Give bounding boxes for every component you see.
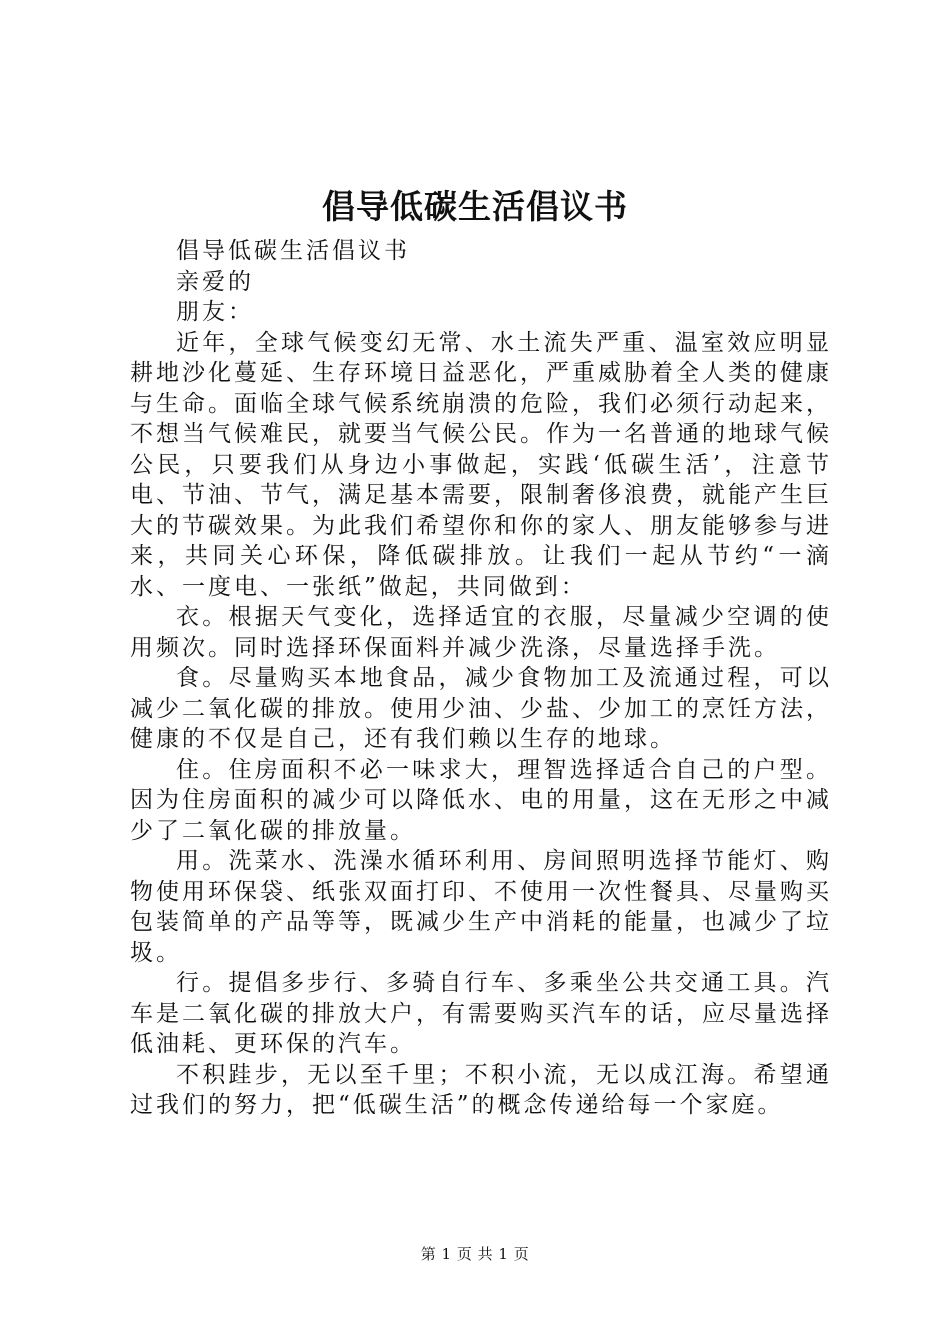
paragraph-salutation-1: 亲爱的 <box>176 268 254 295</box>
paragraph-usage: 用。洗菜水、洗澡水循环利用、房间照明选择节能灯、购物使用环保袋、纸张双面打印、不使用一次性餐具、尽量购买包装简单的产品等等，既减少生产中消耗的能量，也减少了垃圾。 <box>130 848 832 966</box>
document-title: 倡导低碳生活倡议书 <box>322 187 628 226</box>
paragraph-housing: 住。住房面积不必一味求大，理智选择适合自己的户型。因为住房面积的减少可以降低水、电的用量，这在无形之中减少了二氧化碳的排放量。 <box>130 756 832 844</box>
paragraph-clothing: 衣。根据天气变化，选择适宜的衣服，尽量减少空调的使用频次。同时选择环保面料并减少洗涤，尽量选择手洗。 <box>130 604 832 661</box>
paragraph-salutation-2: 朋友： <box>176 299 254 325</box>
document-body <box>130 236 832 1121</box>
paragraph-travel: 行。提倡多步行、多骑自行车、多乘坐公共交通工具。汽车是二氧化碳的排放大户，有需要购买汽车的话，应尽量选择低油耗、更环保的汽车。 <box>130 970 832 1057</box>
paragraph-food: 食。尽量购买本地食品，减少食物加工及流通过程，可以减少二氧化碳的排放。使用少油、少盐、少加工的烹饪方法，健康的不仅是自己，还有我们赖以生存的地球。 <box>130 665 832 752</box>
page-footer: 第 1 页 共 1 页 <box>420 1245 530 1263</box>
paragraph-conclusion: 不积跬步，无以至千里；不积小流，无以成江海。希望通过我们的努力，把“低碳生活”的概念传递给每一个家庭。 <box>130 1061 832 1118</box>
paragraph-subtitle: 倡导低碳生活倡议书 <box>176 238 410 264</box>
paragraph-intro: 近年，全球气候变幻无常、水土流失严重、温室效应明显耕地沙化蔓延、生存环境日益恶化，严重威胁着全人类的健康与生命。面临全球气候系统崩溃的危险，我们必须行动起来，不想当气候难民，就要当气候公民。作为一名普通的地球气候公民，只要我们从身边小事做起，实践‘低碳生活’，注意节电、节油、节气，满足基本需要，限制奢侈浪费，就能产生巨大的节碳效果。为此我们希望你和你的家人、朋友能够参与进来，共同关心环保，降低碳排放。让我们一起从节约“一滴水、一度电、一张纸”做起，共同做到： <box>130 329 832 600</box>
